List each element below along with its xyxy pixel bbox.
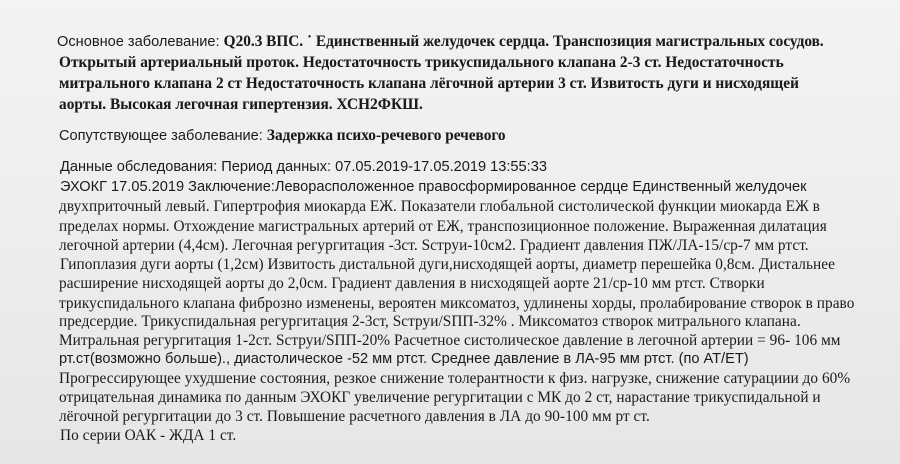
diagnosis-text-1: Единственный желудочек сердца. Транспозиция магистральных сосудов. — [312, 33, 824, 50]
echo-line-8 — [59, 314, 801, 329]
echo-line-7 — [59, 296, 854, 311]
dynamics-text-1: Прогрессирующее ухудшение состояния, резкое снижение толерантности к физ. нагрузке, снижение сатурациии до 60% — [59, 370, 851, 387]
echo-line-4 — [59, 238, 809, 253]
diagnosis-text-4: аорты. Высокая легочная гипертензия. ХСН2ФКШ. — [59, 96, 423, 113]
dynamics-line-1 — [59, 371, 850, 386]
echo-text-10: рт.ст(возможно больше)., диастолическое -52 мм ртст. Среднее давление в ЛА-95 мм ртст. (по АТ/ЕТ) — [59, 351, 749, 367]
echo-text-3: пределах нормы. Отхождение магистральных артерий от ЕЖ, транспозиционное положение. Выраженная дилатация — [59, 218, 827, 235]
dynamics-text-3: лёгочной регургитации до 3 ст. Повышение расчетного давления в ЛА до 90-100 мм рт ст. — [59, 408, 650, 425]
diagnosis-line-3 — [59, 76, 799, 91]
diagnosis-text-2: Открытый артериальный проток. Недостаточность трикуспидального клапана 2-3 ст. Недостаточность — [59, 54, 784, 71]
diagnosis-line-4 — [59, 97, 423, 112]
echo-text-9: Митральная регургитация 1-2ст. Sструи/SПП-20% Расчетное систолическое давление в легочной артерии = 96- 106 мм — [59, 332, 841, 349]
comorbidity-label: Сопутствующее заболевание: — [59, 128, 267, 144]
echo-text-8: предсердие. Трикуспидальная регургитация 2-3ст, Sструи/SПП-32% . Миксоматоз створок митрального клапана. — [59, 313, 801, 330]
echo-line-6 — [59, 276, 765, 291]
echo-line-1 — [60, 180, 807, 195]
dynamics-line-3 — [59, 409, 650, 424]
echo-text-6: расширение нисходящей аорты до 2,0см. Градиент давления в нисходящей аорте 21/ср-10 мм ртст. Створки — [59, 275, 765, 292]
echo-text-1: ЭХОКГ 17.05.2019 Заключение:Леворасположенное правосформированное сердце Единственный желудочек — [60, 179, 807, 195]
lab-series-text: По серии ОАК - ЖДА 1 ст. — [60, 427, 237, 444]
echo-text-2: двухприточный левый. Гипертрофия миокарда ЕЖ. Показатели глобальной систолической функции миокарда ЕЖ в — [59, 198, 820, 215]
echo-line-9 — [59, 333, 841, 348]
examination-period-text: Данные обследования: Период данных: 07.05.2019-17.05.2019 13:55:33 — [60, 159, 547, 175]
examination-period-line — [60, 160, 547, 175]
echo-line-5 — [60, 257, 835, 272]
echo-line-2 — [59, 199, 820, 214]
echo-line-3 — [59, 219, 827, 234]
diagnosis-line-1 — [57, 34, 824, 50]
echo-line-10 — [59, 352, 749, 367]
dynamics-line-2 — [59, 390, 821, 405]
diagnosis-text-3: митрального клапана 2 ст Недостаточность клапана лёгочной артерии 3 ст. Извитость дуги и нисходящей — [59, 75, 799, 92]
lab-series-line — [60, 428, 236, 443]
diagnosis-mark: ˙ — [306, 33, 313, 50]
dynamics-text-2: отрицательная динамика по данным ЭХОКГ увеличение регургитации с МК до 2 ст, нарастание трикуспидальной и — [59, 389, 821, 406]
comorbidity-value: Задержка психо-речевого речевого — [266, 127, 506, 144]
diagnosis-code: Q20.3 ВПС. — [223, 33, 307, 50]
echo-text-5: Гипоплазия дуги аорты (1,2см) Извитость дистальной дуги,нисходящей аорты, диаметр перешейка 0,8см. Дистальнее — [60, 256, 835, 273]
comorbidity-line — [59, 128, 506, 144]
diagnosis-line-2 — [59, 55, 784, 70]
echo-text-4: легочной артерии (4,4см). Легочная регургитация -3ст. Sструи-10см2. Градиент давления ПЖ/ЛА-15/ср-7 мм ртст. — [59, 237, 809, 254]
echo-text-7: трикуспидального клапана фиброзно изменены, вероятен миксоматоз, удлинены хорды, пролабирование створок в право — [59, 295, 855, 312]
diagnosis-label: Основное заболевание: — [57, 34, 224, 50]
